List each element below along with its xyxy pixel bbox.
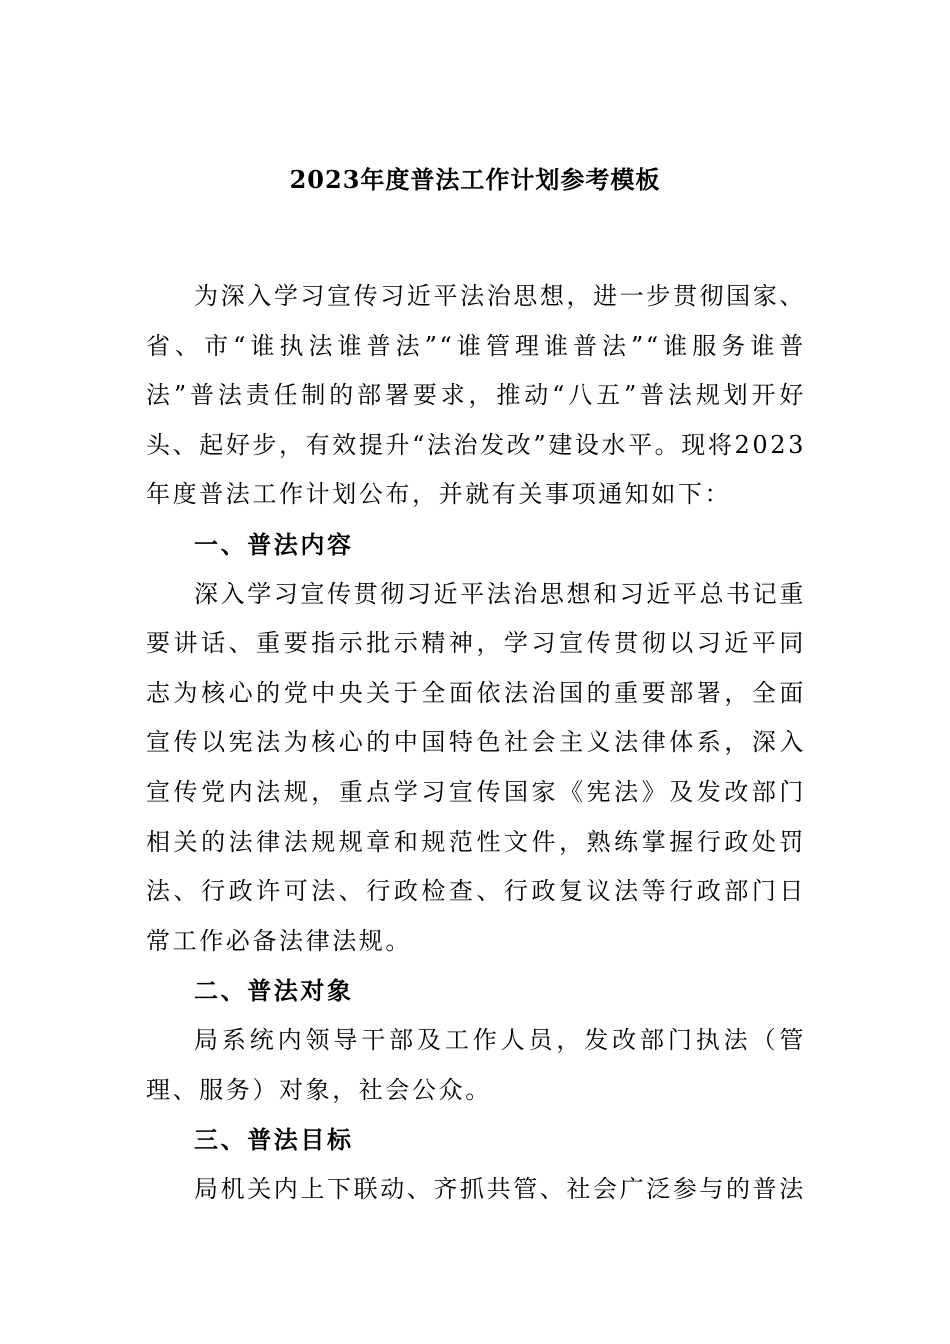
document-body bbox=[146, 272, 806, 1214]
section-heading-goals: 三、普法目标 bbox=[194, 1125, 354, 1155]
intro-paragraph: 为深入学习宣传习近平法治思想，进一步贯彻国家、省、市“谁执法谁普法”“谁管理谁普法”“谁服务谁普法”普法责任制的部署要求，推动“八五”普法规划开好头、起好步，有效提升“法治发改”建设水平。现将2023年度普法工作计划公布，并就有关事项通知如下： bbox=[146, 282, 806, 509]
section-text-content: 深入学习宣传贯彻习近平法治思想和习近平总书记重要讲话、重要指示批示精神，学习宣传贯彻以习近平同志为核心的党中央关于全面依法治国的重要部署，全面宣传以宪法为核心的中国特色社会主义法律体系，深入宣传党内法规，重点学习宣传国家《宪法》及发改部门相关的法律法规规章和规范性文件，熟练掌握行政处罚法、行政许可法、行政检查、行政复议法等行政部门日常工作必备法律法规。 bbox=[146, 579, 806, 955]
section-heading-audience: 二、普法对象 bbox=[194, 976, 354, 1006]
section-text-audience: 局系统内领导干部及工作人员，发改部门执法（管理、服务）对象，社会公众。 bbox=[146, 1025, 806, 1104]
section-text-goals: 局机关内上下联动、齐抓共管、社会广泛参与的普法 bbox=[194, 1174, 806, 1203]
section-heading-content: 一、普法内容 bbox=[194, 529, 354, 559]
document-title: 2023年度普法工作计划参考模板 bbox=[289, 165, 661, 194]
